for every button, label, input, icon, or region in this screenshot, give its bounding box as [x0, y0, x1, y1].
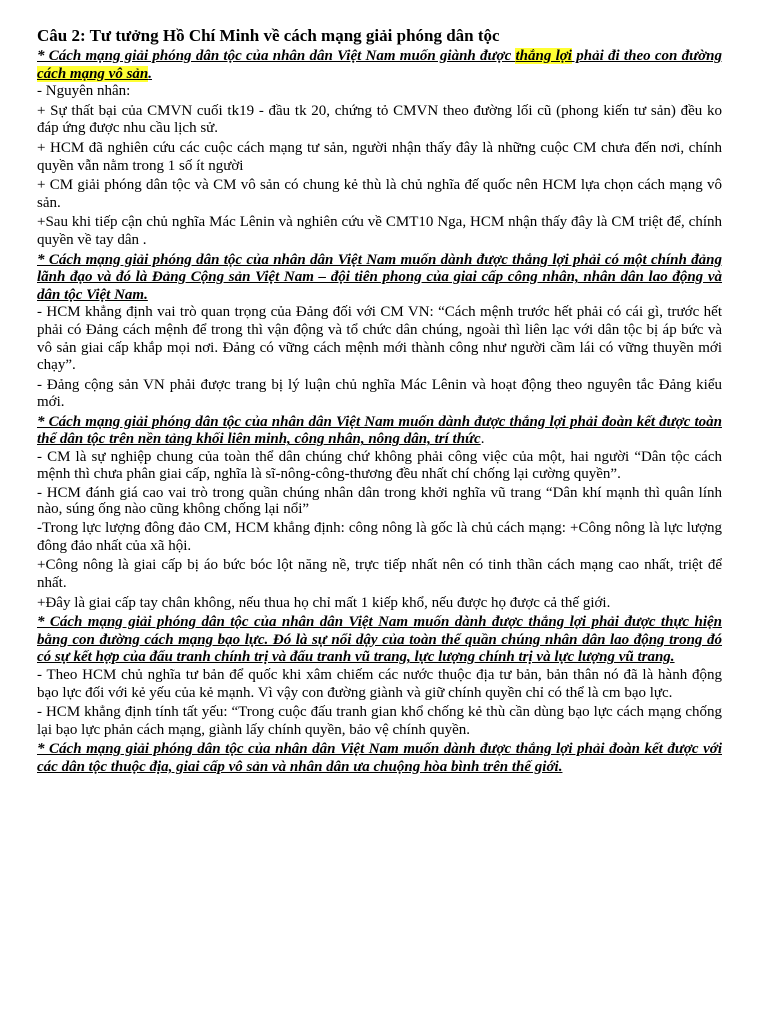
paragraph: - HCM khẳng định vai trò quan trọng của Đảng đối với CM VN: “Cách mệnh trước hết phải có cái gì, trước hết phải có Đảng cách mệnh để trong thì vận động và tổ chức dân chúng, ngoài thì liên lạc với dân tộc bị áp bức và vô sản giai cấp khắp mọi nơi. Đảng có vững cách mệnh mới thành công như người cầm lái có vững thuyền mới chạy”.	[37, 304, 722, 374]
section-3-heading-text: * Cách mạng giải phóng dân tộc của nhân dân Việt Nam muốn dành được thắng lợi phải đoàn kết được toàn thể dân tộc trên nền tảng khối liên minh, công nhân, nông dân, trí thức	[37, 413, 722, 448]
paragraph: +Đây là giai cấp tay chân không, nếu thua họ chỉ mất 1 kiếp khổ, nếu được họ được cả thế giới.	[37, 594, 611, 611]
paragraph: - CM là sự nghiệp chung của toàn thể dân chúng chứ không phải công việc của một, hai người “Dân tộc cách mệnh thì chưa phân giai cấp, nghĩa là sĩ-nông-công-thương đều nhất chí chống lại cường quyền”.	[37, 449, 722, 482]
section-5-heading: * Cách mạng giải phóng dân tộc của nhân dân Việt Nam muốn dành được thắng lợi phải đoàn kết được với các dân tộc thuộc địa, giai cấp vô sản và nhân dân ưa chuộng hòa bình trên thế giới.	[37, 741, 722, 775]
page-title: Câu 2: Tư tưởng Hồ Chí Minh về cách mạng giải phóng dân tộc	[37, 26, 500, 45]
section-1-heading	[37, 48, 722, 83]
highlight-proletarian-revolution: cách mạng vô sản	[37, 65, 149, 82]
section-1-heading-text-c: .	[148, 65, 153, 82]
paragraph: + HCM đã nghiên cứu các cuộc cách mạng tư sản, người nhận thấy đây là những cuộc CM chưa đến nơi, chính quyền vẫn nằm trong 1 số ít người	[37, 139, 722, 174]
section-2-heading: * Cách mạng giải phóng dân tộc của nhân dân Việt Nam muốn dành được thắng lợi phải có một chính đảng lãnh đạo và đó là Đảng Cộng sản Việt Nam – đội tiên phong của giai cấp công nhân, nhân dân lao động và dân tộc Việt Nam.	[37, 251, 722, 303]
paragraph: - Đảng cộng sản VN phải được trang bị lý luận chủ nghĩa Mác Lênin và hoạt động theo nguyên tắc Đảng kiểu mới.	[37, 376, 722, 411]
paragraph: + Sự thất bại của CMVN cuối tk19 - đầu tk 20, chứng tỏ CMVN theo đường lối cũ (phong kiến tư sản) đều ko đáp ứng được nhu cầu lịch sử.	[37, 102, 722, 137]
section-1-heading-text-a: * Cách mạng giải phóng dân tộc của nhân dân Việt Nam muốn giành được	[37, 48, 516, 64]
paragraph: -Trong lực lượng đông đảo CM, HCM khẳng định: công nông là gốc là chủ cách mạng: +Công nông là lực lượng đông đảo nhất của xã hội.	[37, 520, 722, 554]
highlight-victory: thắng lợi	[515, 48, 572, 64]
paragraph: +Sau khi tiếp cận chủ nghĩa Mác Lênin và nghiên cứu về CMT10 Nga, HCM nhận thấy đây là CM triệt để, chính quyền về tay dân .	[37, 214, 722, 248]
section-3-heading	[37, 414, 722, 449]
paragraph: +Công nông là giai cấp bị áo bức bóc lột năng nề, trực tiếp nhất nên có tinh thần cách mạng cao nhất, triệt để nhất.	[37, 557, 722, 592]
section-1-heading-text-b: phải đi theo con đường	[571, 48, 722, 64]
section-3-heading-tail: .	[480, 431, 485, 448]
paragraph: - HCM đánh giá cao vai trò trong quần chúng nhân dân trong khởi nghĩa vũ trang “Dân khí mạnh thì quân lính nào, súng ống nào cũng không chống lại nổi”	[37, 484, 722, 518]
paragraph: - Nguyên nhân:	[37, 83, 131, 100]
paragraph: - Theo HCM chủ nghĩa tư bản để quốc khi xâm chiếm các nước thuộc địa tư bản, bản thân nó đã là hành động bạo lực đối với kẻ yếu của kẻ mạnh. Vì vậy con đường giành và giữ chính quyền chỉ có thể là cm bạo lực.	[37, 667, 722, 701]
paragraph: + CM giải phóng dân tộc và CM vô sản có chung kẻ thù là chủ nghĩa đế quốc nên HCM lựa chọn cách mạng vô sản.	[37, 177, 722, 211]
paragraph: - HCM khẳng định tính tất yếu: “Trong cuộc đấu tranh gian khổ chống kẻ thù cần dùng bạo lực cách mạng chống lại bạo lực phản cách mạng, giành lấy chính quyền, bảo vệ chính quyền.	[37, 704, 722, 738]
section-4-heading: * Cách mạng giải phóng dân tộc của nhân dân Việt Nam muốn dành được thắng lợi phải được thực hiện bằng con đường cách mạng bạo lực. Đó là sự nổi dậy của toàn thể quần chúng nhân dân lao động trong đó có sự kết hợp của đấu tranh chính trị và đấu tranh vũ trang, lực lượng chính trị và lực lượng vũ trang.	[37, 614, 722, 666]
